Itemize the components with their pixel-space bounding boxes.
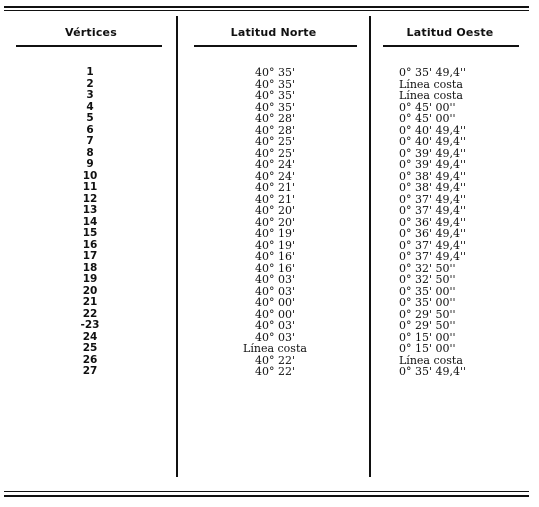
table-row [0,136,539,148]
table-row [0,251,539,263]
latitude-west-cell: 0° 15' 00'' [399,330,456,344]
vertex-cell: 3 [86,89,94,101]
latitude-west-cell: 0° 37' 49,4'' [399,192,467,206]
latitude-north-cell: 40° 21' [254,192,295,206]
vertex-cell: 11 [82,181,98,193]
latitude-north-cell: 40° 22' [254,353,295,367]
latitude-north-cell: 40° 24' [254,158,295,171]
bottom-rule [4,495,529,497]
vertex-cell: 9 [86,158,94,170]
latitude-west-cell: Línea costa [399,353,463,367]
table-row [0,274,539,286]
latitude-west-cell: 0° 39' 49,4'' [399,146,467,160]
header-underline [16,45,162,47]
vertex-cell: 25 [82,342,98,354]
header-underline [383,45,519,47]
vertex-cell: 27 [82,365,98,377]
table-row [0,159,539,171]
latitude-north-cell: Línea costa [243,342,307,355]
latitude-west-cell: Línea costa [399,77,463,91]
latitude-north-cell: 40° 19' [254,227,295,240]
vertex-cell: 24 [82,330,98,343]
latitude-north-cell: 40° 19' [254,238,295,252]
table-row [0,205,539,217]
table-row [0,297,539,309]
latitude-west-cell: 0° 39' 49,4'' [399,158,467,171]
latitude-west-cell: 0° 37' 49,4'' [399,204,467,217]
vertex-cell: 5 [86,112,94,124]
latitude-west-cell: 0° 40' 49,4'' [399,135,467,148]
latitude-west-cell: 0° 37' 49,4'' [399,250,467,263]
latitude-west-cell: 0° 40' 49,4'' [399,123,467,137]
top-rule [4,6,529,8]
latitude-west-cell: 0° 29' 50'' [399,319,456,332]
latitude-north-cell: 40° 00' [254,307,295,321]
vertex-cell: 19 [82,273,98,285]
top-rule-thin [4,10,529,11]
latitude-north-cell: 40° 20' [254,215,295,229]
latitude-west-cell: 0° 45' 00'' [399,100,456,114]
latitude-west-cell: 0° 36' 49,4'' [399,227,467,240]
vertex-cell: -23 [80,319,100,331]
vertex-cell: 26 [82,353,98,366]
vertex-cell: 21 [82,296,98,308]
latitude-north-cell: 40° 03' [254,330,295,344]
table-row [0,320,539,332]
bottom-rule-thin [4,491,529,492]
latitude-north-cell: 40° 28' [254,123,295,137]
latitude-north-cell: 40° 35' [254,89,295,102]
header-vertices: Vértices [65,26,117,39]
vertex-cell: 6 [86,123,94,136]
latitude-north-cell: 40° 16' [254,261,295,275]
latitude-west-cell: 0° 35' 00'' [399,296,456,309]
vertex-cell: 20 [82,284,98,297]
latitude-west-cell: 0° 15' 00'' [399,342,456,355]
latitude-west-cell: 0° 35' 49,4'' [399,365,467,378]
vertex-cell: 1 [86,66,94,78]
latitude-west-cell: 0° 45' 00'' [399,112,456,125]
latitude-west-cell: Línea costa [399,89,463,102]
latitude-west-cell: 0° 32' 50'' [399,273,456,286]
table-row [0,67,539,79]
latitude-west-cell: 0° 38' 49,4'' [399,169,467,183]
table-row [0,343,539,355]
latitude-west-cell: 0° 35' 00'' [399,284,456,298]
table-row [0,90,539,102]
latitude-north-cell: 40° 25' [254,146,295,160]
vertex-cell: 2 [86,77,94,90]
header-underline [194,45,357,47]
table-row [0,366,539,378]
latitude-north-cell: 40° 24' [254,169,295,183]
vertex-cell: 22 [82,307,98,320]
latitude-north-cell: 40° 35' [254,100,295,114]
latitude-north-cell: 40° 16' [254,250,295,263]
vertex-cell: 15 [82,227,98,239]
vertex-cell: 8 [86,146,94,159]
latitude-north-cell: 40° 03' [254,284,295,298]
latitude-north-cell: 40° 03' [254,319,295,332]
latitude-west-cell: 0° 29' 50'' [399,307,456,321]
vertex-cell: 16 [82,238,98,251]
latitude-west-cell: 0° 32' 50'' [399,261,456,275]
table-row [0,228,539,240]
vertex-cell: 13 [82,204,98,216]
vertex-cell: 4 [86,100,94,113]
table-row [0,182,539,194]
header-latitude-west: Latitud Oeste [406,26,494,39]
latitude-north-cell: 40° 21' [254,181,295,194]
vertex-cell: 17 [82,250,98,262]
latitude-north-cell: 40° 03' [254,273,295,286]
vertex-cell: 14 [82,215,98,228]
table-body [0,67,539,378]
latitude-west-cell: 0° 38' 49,4'' [399,181,467,194]
header-latitude-north: Latitud Norte [230,26,317,39]
vertex-cell: 12 [82,192,98,205]
latitude-north-cell: 40° 35' [254,77,295,91]
latitude-west-cell: 0° 37' 49,4'' [399,238,467,252]
latitude-north-cell: 40° 35' [254,66,295,79]
latitude-west-cell: 0° 36' 49,4'' [399,215,467,229]
latitude-north-cell: 40° 00' [254,296,295,309]
vertex-cell: 18 [82,261,98,274]
latitude-north-cell: 40° 22' [254,365,295,378]
latitude-north-cell: 40° 20' [254,204,295,217]
table-row [0,113,539,125]
vertex-cell: 10 [82,169,98,182]
latitude-north-cell: 40° 25' [254,135,295,148]
latitude-north-cell: 40° 28' [254,112,295,125]
vertex-cell: 7 [86,135,94,147]
latitude-west-cell: 0° 35' 49,4'' [399,66,467,79]
